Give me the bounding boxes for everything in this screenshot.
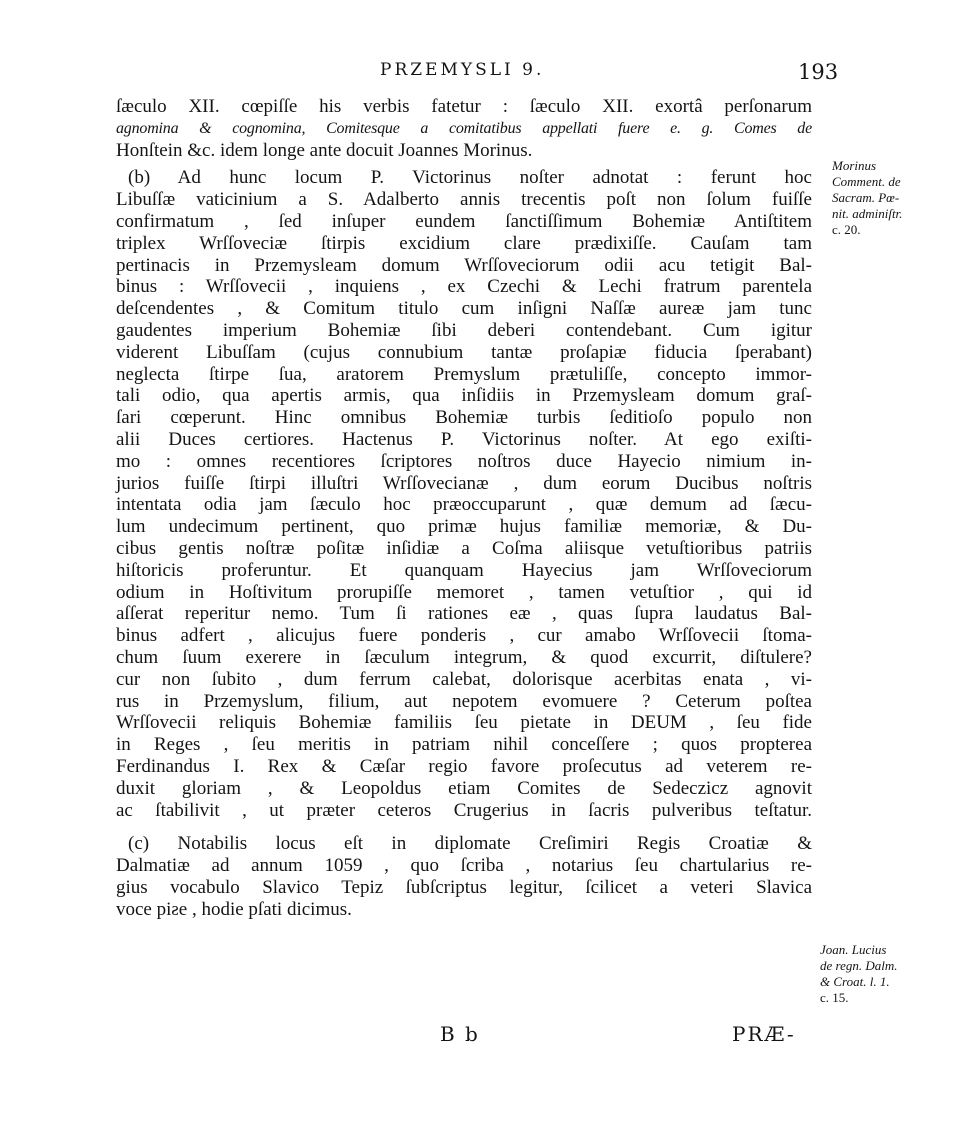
text-line: (b) Ad hunc locum P. Victorinus noſter adnotat : ferunt hoc: [128, 167, 812, 189]
margin-line: Comment. de: [832, 174, 901, 189]
text-line: neglecta ſtirpe ſua, aratorem Premyslum prætuliſſe, concepto immor-: [116, 363, 812, 385]
margin-line: & Croat. l. 1.: [820, 974, 890, 989]
main-text-block: [116, 96, 812, 920]
text-line: hiſtoricis proferuntur. Et quanquam Hayecius jam Wrſſoveciorum: [116, 559, 812, 581]
text-line: odium in Hoſtivitum prorupiſſe memoret , tamen vetuſtior , qui id: [116, 581, 812, 603]
margin-line: nit. adminiſtr.: [832, 206, 903, 221]
signature-mark: B b: [440, 1022, 480, 1046]
margin-line: c. 15.: [820, 990, 849, 1005]
text-line: duxit gloriam , & Leopoldus etiam Comites de Sedeczicz agnovit: [116, 777, 812, 799]
text-line: jurios fuiſſe ſtirpi illuſtri Wrſſovecianæ , dum eorum Ducibus noſtris: [116, 472, 812, 494]
text-line: lum undecimum pertinent, quo primæ hujus familiæ memoriæ, & Du-: [116, 516, 812, 538]
text-line: confirmatum , ſed inſuper eundem ſanctiſſimum Bohemiæ Antiſtitem: [116, 210, 812, 232]
text-line: rus in Przemyslum, filium, aut nepotem evomuere ? Ceterum poſtea: [116, 690, 812, 712]
text-line: deſcendentes , & Comitum titulo cum inſigni Naſſæ aureæ jam tunc: [116, 298, 812, 320]
text-line: voce piƨe , hodie pſati dicimus.: [116, 898, 352, 920]
margin-line: Morinus: [832, 158, 877, 173]
text-line: ſæculo XII. cœpiſſe his verbis fatetur : ſæculo XII. exortâ perſonarum: [116, 96, 812, 117]
text-line: mo : omnes recentiores ſcriptores noſtros duce Hayecio nimium in-: [116, 450, 812, 472]
text-line: viderent Libuſſam (cujus connubium tantæ proſapiæ fiducia ſperabant): [116, 341, 812, 363]
text-line: in Reges , ſeu meritis in patriam nihil conceſſere ; quos propterea: [116, 734, 812, 756]
text-line: Honſtein &c. idem longe ante docuit Joannes Morinus.: [116, 139, 533, 161]
running-head-title: PRZEMYSLI 9.: [380, 60, 545, 80]
margin-note-lucius: [820, 942, 898, 1006]
text-line: pertinacis in Przemysleam domum Wrſſoveciorum odii acu tetigit Bal-: [116, 254, 812, 276]
text-line: (c) Notabilis locus eſt in diplomate Creſimiri Regis Croatiæ &: [128, 833, 812, 855]
text-line: alii Duces certiores. Hactenus P. Victorinus noſter. At ego exiſti-: [116, 428, 812, 450]
text-line: intentata odia jam ſæculo hoc præoccuparunt , quæ demum ad ſæcu-: [116, 494, 812, 516]
footnote-c: [116, 833, 812, 920]
text-line: Libuſſæ vaticinium a S. Adalberto annis trecentis poſt non ſolum fuiſſe: [116, 189, 812, 211]
text-line: cibus gentis noſtræ poſitæ inſidiæ a Coſma aliisque vetuſtioribus patriis: [116, 537, 812, 559]
text-line: gaudentes imperium Bohemiæ ſibi deberi contendebant. Cum igitur: [116, 319, 812, 341]
text-line: aſſerat reperitur nemo. Tum ſi rationes eæ , quas ſupra laudatus Bal-: [116, 603, 812, 625]
margin-line: de regn. Dalm.: [820, 958, 898, 973]
text-line: triplex Wrſſoveciæ ſtirpis excidium clare prædixiſſe. Cauſam tam: [116, 232, 812, 254]
text-line: agnomina & cognomina, Comitesque a comitatibus appellati fuere e. g. Comes de: [116, 119, 812, 137]
text-line: cur non ſubito , dum ferrum calebat, dolorisque acerbitas enata , vi-: [116, 668, 812, 690]
margin-note-morinus: [832, 158, 902, 238]
text-line: binus : Wrſſovecii , inquiens , ex Czechi & Lechi fratrum parentela: [116, 276, 812, 298]
text-line: chum ſuum exerere in ſæculum integrum, & quod excurrit, diſtulere?: [116, 646, 812, 668]
text-line: gius vocabulo Slavico Tepiz ſubſcriptus legitur, ſcilicet a veteri Slavica: [116, 876, 812, 898]
paragraph-1: [116, 96, 812, 161]
footnote-b: [116, 167, 812, 821]
text-line: Dalmatiæ ad annum 1059 , quo ſcriba , notarius ſeu chartularius re-: [116, 855, 812, 877]
text-line: ſari cœperunt. Hinc omnibus Bohemiæ turbis ſeditioſo populo non: [116, 407, 812, 429]
text-line: tali odio, qua apertis armis, qua inſidiis in Przemysleam domum graſ-: [116, 385, 812, 407]
margin-line: Joan. Lucius: [820, 942, 887, 957]
catchword: PRÆ-: [732, 1022, 796, 1046]
margin-line: Sacram. Pœ-: [832, 190, 900, 205]
text-line: Wrſſovecii reliquis Bohemiæ familiis ſeu pietate in DEUM , ſeu fide: [116, 712, 812, 734]
page-number: 193: [798, 60, 839, 84]
text-line: ac ſtabilivit , ut præter ceteros Crugerius in ſacris pulveribus teſtatur.: [116, 799, 812, 821]
margin-line: c. 20.: [832, 222, 861, 237]
text-line: binus adfert , alicujus fuere ponderis , cur amabo Wrſſovecii ſtoma-: [116, 625, 812, 647]
text-line: Ferdinandus I. Rex & Cæſar regio favore proſecutus ad veterem re-: [116, 755, 812, 777]
